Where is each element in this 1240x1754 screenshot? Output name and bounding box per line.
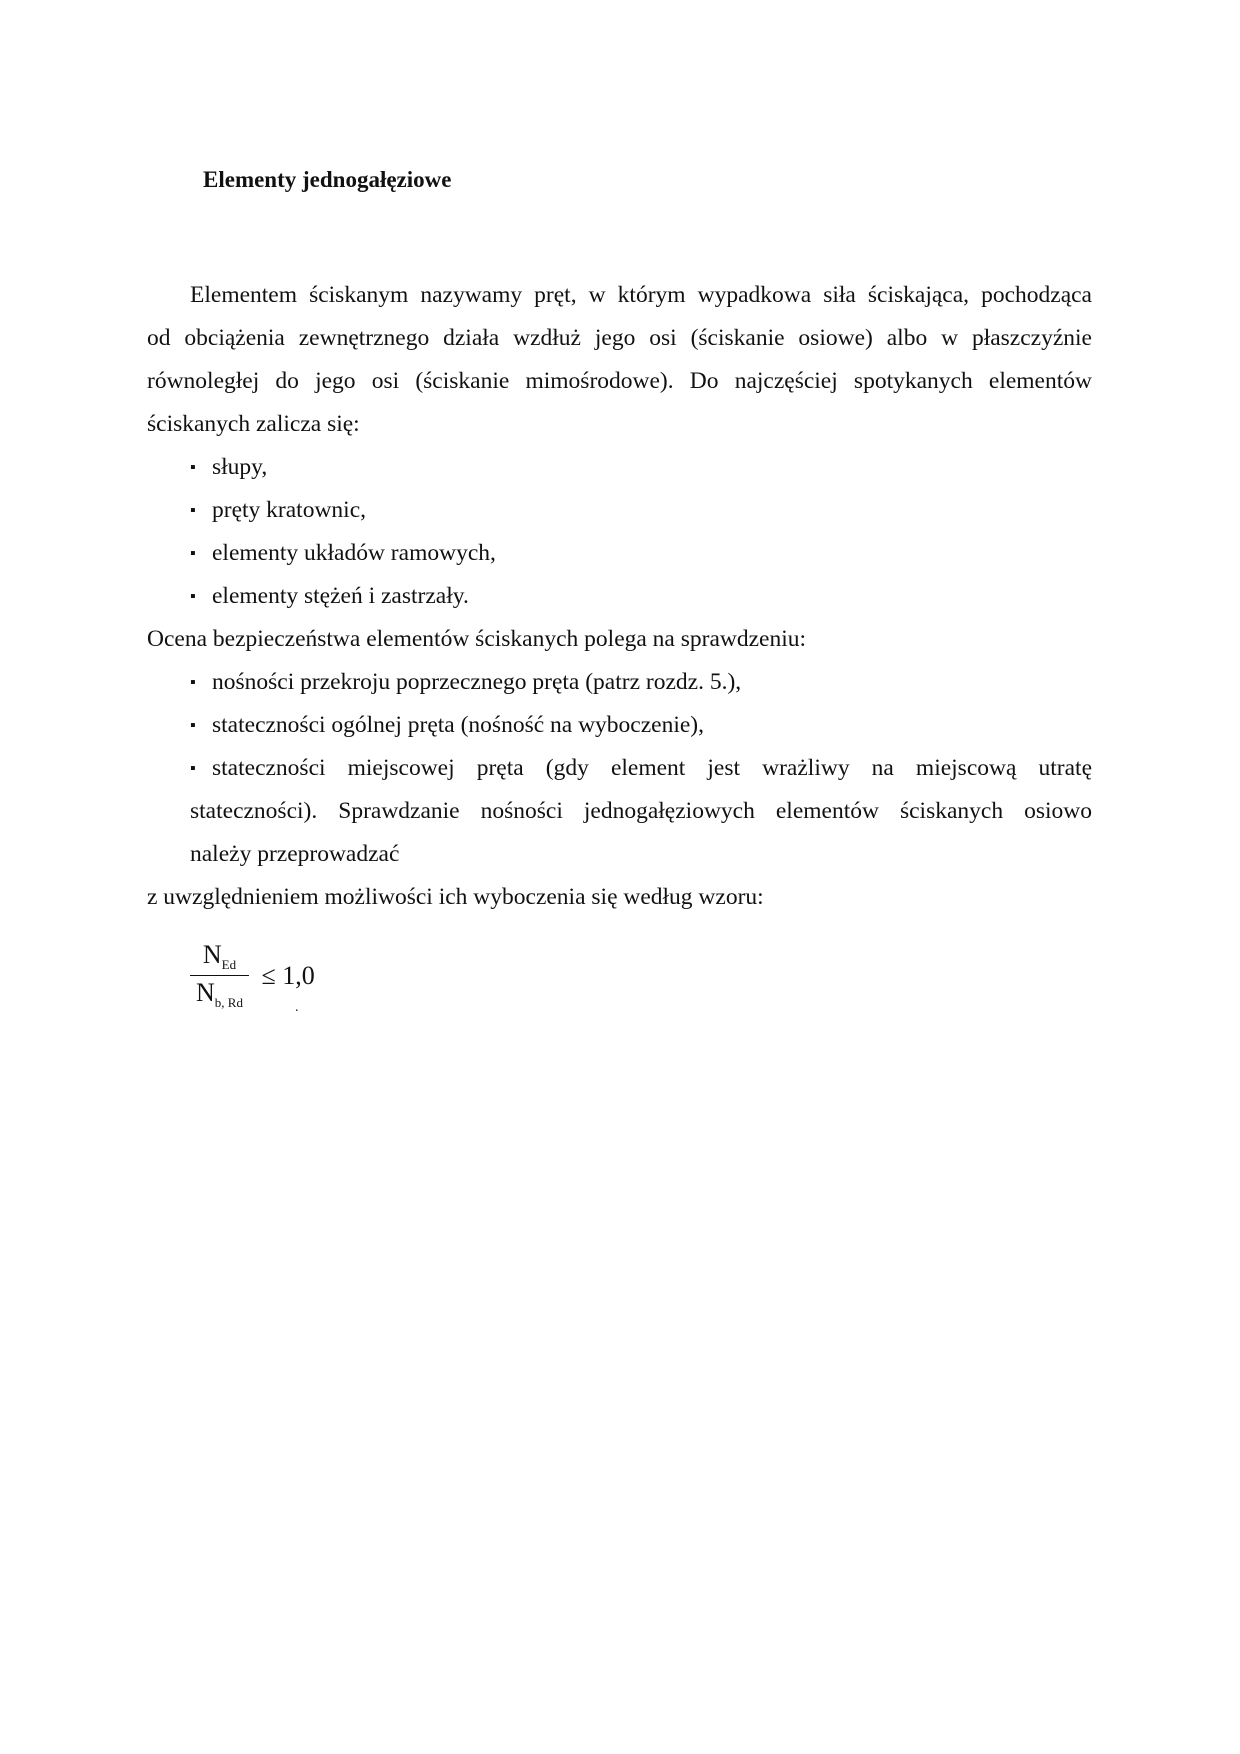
list-item-text: pręty kratownic, [212,497,367,523]
paragraph-line: ściskanych zalicza się: [147,411,360,437]
list-item [147,704,1092,747]
numerator [190,940,249,976]
list-item-text: nośności przekroju poprzecznego pręta (patrz rozdz. 5.), [212,669,742,695]
bullet-icon: ▪ [190,459,196,476]
bullet-icon: ▪ [190,588,196,605]
list-item [147,532,1092,575]
list-item-text: słupy, [212,454,268,480]
section-title: Elementy jednogałęziowe [203,167,452,192]
bullet-icon: ▪ [190,502,196,519]
formula-rhs: ≤ 1,0 [261,960,315,990]
paragraph-line: równoległej do jego osi (ściskanie mimośrodowe). Do najczęściej spotykanych elementów [147,368,1092,394]
list-item-continuation: należy przeprowadzać [190,841,400,867]
numerator-symbol: N [202,940,222,969]
denominator [190,976,249,1011]
paragraph-line: z uwzględnieniem możliwości ich wyboczenia się według wzoru: [147,884,764,910]
list-item-text: stateczności ogólnej pręta (nośność na wyboczenie), [212,712,705,738]
bullet-icon: ▪ [190,545,196,562]
list-item [147,575,1092,618]
list-item [147,661,1092,704]
list-item-text: stateczności miejscowej pręta (gdy element jest wrażliwy na miejscową utratę [212,755,1092,781]
document-body [147,274,1092,919]
list-item-text: elementy układów ramowych, [212,540,496,566]
list-item [147,489,1092,532]
list-item-continuation: stateczności). Sprawdzanie nośności jednogałęziowych elementów ściskanych osiowo [190,798,1092,824]
denominator-symbol: N [196,978,215,1008]
fraction [190,940,249,1011]
formula-end-dot: . [295,1000,299,1015]
paragraph-line: Elementem ściskanym nazywamy pręt, w którym wypadkowa siła ściskająca, pochodząca [190,282,1092,308]
denominator-subscript: b, Rd [214,995,243,1011]
list-item-text: elementy stężeń i zastrzały. [212,583,469,609]
numerator-subscript: Ed [221,957,237,973]
bullet-icon: ▪ [190,717,196,734]
bullet-icon: ▪ [190,674,196,691]
paragraph-line: od obciążenia zewnętrznego działa wzdłuż jego osi (ściskanie osiowe) albo w płaszczyźnie [147,325,1092,351]
bullet-icon: ▪ [190,760,196,777]
paragraph-line: Ocena bezpieczeństwa elementów ściskanych polega na sprawdzeniu: [147,626,807,652]
list-item [147,747,1092,790]
list-item [147,446,1092,489]
